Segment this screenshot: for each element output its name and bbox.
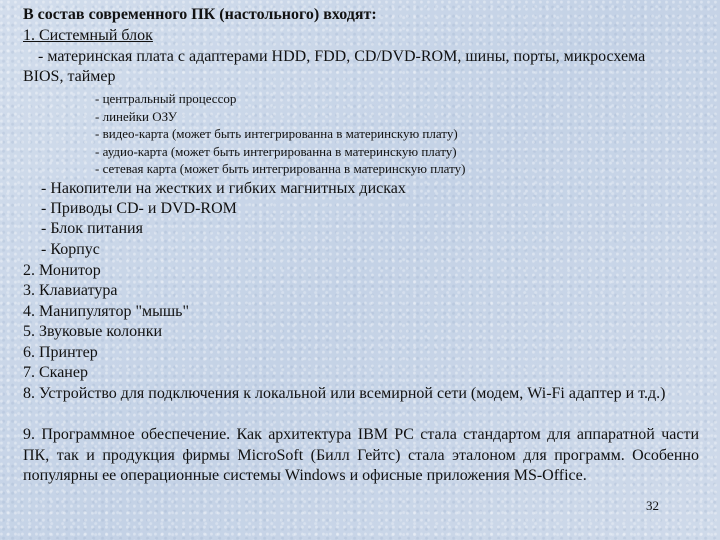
item-system-unit-title: 1. Системный блок xyxy=(23,27,153,44)
item-drives: - Накопители на жестких и гибких магнитных дисках xyxy=(41,180,406,197)
item-power-supply: - Блок питания xyxy=(41,220,143,237)
item-network-device: 8. Устройство для подключения к локальной или всемирной сети (модем, Wi-Fi адаптер и т.д.) xyxy=(23,385,666,402)
sub-item-video-card: - видео-карта (может быть интегрированна в материнскую плату) xyxy=(95,126,458,141)
item-scanner: 7. Сканер xyxy=(23,364,88,381)
item-printer: 6. Принтер xyxy=(23,344,98,361)
sub-item-ram: - линейки ОЗУ xyxy=(95,109,178,124)
page-number: 32 xyxy=(646,498,659,513)
item-optical-drives: - Приводы CD- и DVD-ROM xyxy=(41,200,237,217)
sub-item-audio-card: - аудио-карта (может быть интегрированна в материнскую плату) xyxy=(95,144,457,159)
motherboard-line-2: BIOS, таймер xyxy=(23,68,116,85)
sub-item-network-card: - сетевая карта (может быть интегрированна в материнскую плату) xyxy=(95,161,466,176)
motherboard-line-1: - материнская плата с адаптерами HDD, FDD, CD/DVD-ROM, шины, порты, микросхема xyxy=(38,48,646,65)
item-speakers: 5. Звуковые колонки xyxy=(23,323,163,340)
slide-title: В состав современного ПК (настольного) входят: xyxy=(23,6,377,23)
item-case: - Корпус xyxy=(41,241,100,258)
item-keyboard: 3. Клавиатура xyxy=(23,282,118,299)
sub-item-cpu: - центральный процессор xyxy=(95,91,237,106)
item-monitor: 2. Монитор xyxy=(23,262,101,279)
item-mouse: 4. Манипулятор "мышь" xyxy=(23,303,189,320)
item-software: 9. Программное обеспечение. Как архитектура IBM PC стала стандартом для аппаратной части ПК, так и продукция фирмы MicroSoft (Билл Гейтс) стала эталоном для программ. Особенно популярны ее операционные системы Windows и офисные приложения MS-Office. xyxy=(23,426,699,484)
